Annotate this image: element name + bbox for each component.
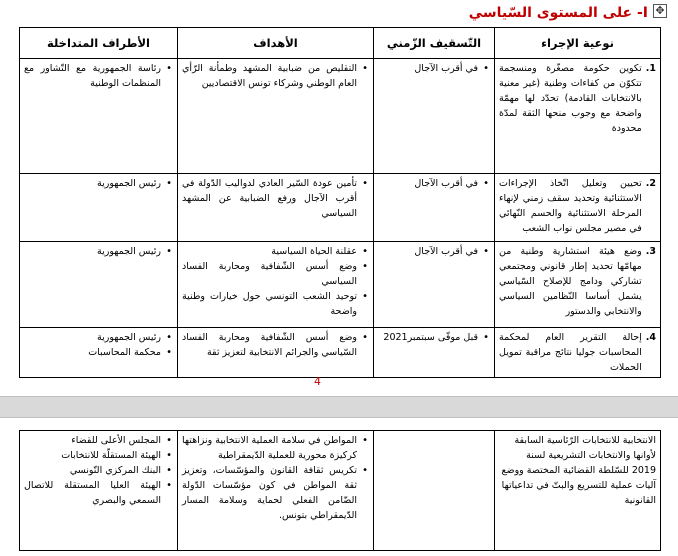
row-number: 3.: [645, 246, 656, 257]
section-title: I- على المستوى السّياسي: [468, 5, 648, 21]
cell-timeline: [374, 242, 495, 328]
party-item: • محكمة المحاسبات: [24, 345, 161, 360]
row-number: 4.: [645, 332, 656, 343]
timeline-text: • في أقرب الآجال: [378, 244, 478, 259]
goal-item: • عقلنة الحياة السياسية: [182, 244, 357, 259]
action-text: تحيين وتعليل اتّخاذ الإجراءات الاستثنائية وتحديد سقف زمني لإنهاء المرحلة الاستثنائية والحسم النّهائي في مصير مجلس نواب الشعب: [499, 178, 642, 234]
header-parties: الأطراف المتداخلة: [20, 28, 178, 59]
cell-action: [495, 328, 661, 378]
page-break-gap: [0, 396, 678, 418]
goal-item: • المواطن في سلامة العملية الانتخابية ونزاهتها كركيزة محورية للعملية الدّيمقراطية: [182, 433, 357, 463]
cell-parties: [20, 328, 178, 378]
cell-parties: [20, 242, 178, 328]
party-item: • رئيس الجمهورية: [24, 330, 161, 345]
page-number: 4: [314, 375, 321, 388]
cell-timeline: [374, 59, 495, 174]
party-item: • البنك المركزي التّونسي: [24, 463, 161, 478]
cell-action: [495, 59, 661, 174]
cell-action: [495, 174, 661, 242]
row-number: 1.: [645, 63, 656, 74]
measures-table: [19, 27, 661, 378]
timeline-text: • قبل موفّى سبتمبر2021: [378, 330, 478, 345]
cell-goals: [178, 59, 374, 174]
cell-timeline: [374, 431, 495, 551]
cell-parties: [20, 174, 178, 242]
party-item: • رئاسة الجمهورية مع التّشاور مع المنظمات الوطنية: [24, 61, 161, 91]
cell-goals: [178, 174, 374, 242]
table-row: [20, 242, 661, 328]
table-header-row: [20, 28, 661, 59]
header-goals: الأهداف: [178, 28, 374, 59]
goal-item: • وضع أسس الشّفافية ومحاربة الفساد السّياسي والجرائم الانتخابية لتعزيز ثقة: [182, 330, 357, 360]
action-text: وضع هيئة استشارية وطنية من مهامّها تحديد إطار قانوني ومجتمعي تشاركي ودامج للإصلاح السّياسي يشمل أساسا النّظامين السياسي والانتخابي والدستور: [499, 246, 642, 317]
cell-parties: [20, 431, 178, 551]
row-number: 2.: [645, 178, 656, 189]
party-item: • الهيئة العليا المستقلة للاتصال السمعي والبصري: [24, 478, 161, 508]
timeline-text: • في أقرب الآجال: [378, 176, 478, 191]
table-row: [20, 328, 661, 378]
party-item: • المجلس الأعلى للقضاء: [24, 433, 161, 448]
timeline-text: • في أقرب الآجال: [378, 61, 478, 76]
cell-timeline: [374, 174, 495, 242]
cell-timeline: [374, 328, 495, 378]
table-row: [20, 174, 661, 242]
goal-item: • توحيد الشعب التونسي حول خيارات وطنية واضحة: [182, 289, 357, 319]
measures-table-continued: [19, 430, 661, 551]
party-item: • الهيئة المستقلّة للانتخابات: [24, 448, 161, 463]
action-text: الانتخابية للانتخابات الرّئاسية السابقة لأوانها والانتخابات التشريعية لسنة 2019 للسّلطة القضائية المختصة ووضع آليات عملية للتسريع والبتّ في تداعياتها القانونية: [501, 435, 656, 506]
cell-goals: [178, 242, 374, 328]
goal-item: • تأمين عودة السّير العادي لدواليب الدّولة في أقرب الآجال ورفع الضبابية عن المشهد السياسي: [182, 176, 357, 221]
header-timeline: التّسقيف الزّمني: [374, 28, 495, 59]
party-item: • رئيس الجمهورية: [24, 244, 161, 259]
cell-goals: [178, 328, 374, 378]
action-text: إحالة التقرير العام لمحكمة المحاسبات جوليا نتائج مراقبة تمويل الحملات: [499, 332, 642, 373]
cell-goals: [178, 431, 374, 551]
party-item: • رئيس الجمهورية: [24, 176, 161, 191]
goal-item: • التقليص من ضبابية المشهد وطمأنة الرّأي العام الوطني وشركاء تونس الاقتصاديين: [182, 61, 357, 91]
goal-item: • تكريس ثقافة القانون والمؤسّسات، وتعزيز ثقة المواطن في كون مؤسّسات الدّولة الضّامن الفعلي لحماية وسلامة المسار الدّيمقراطي بتونس.: [182, 463, 357, 523]
table-row: [20, 59, 661, 174]
cell-action: [495, 431, 661, 551]
table-move-handle-icon[interactable]: ✥: [653, 4, 667, 18]
goal-item: • وضع أسس الشّفافية ومحاربة الفساد السياسي: [182, 259, 357, 289]
cell-action: [495, 242, 661, 328]
cell-parties: [20, 59, 178, 174]
action-text: تكوين حكومة مصغّرة ومنسجمة تتكوّن من كفاءات وطنية (غير معنية بالانتخابات القادمة) تحدّد لها مهمّة واضحة مع وجوب منحها الثقة لمدّة محدودة: [499, 63, 642, 134]
header-action: نوعية الإجراء: [495, 28, 661, 59]
table-row: [20, 431, 661, 551]
